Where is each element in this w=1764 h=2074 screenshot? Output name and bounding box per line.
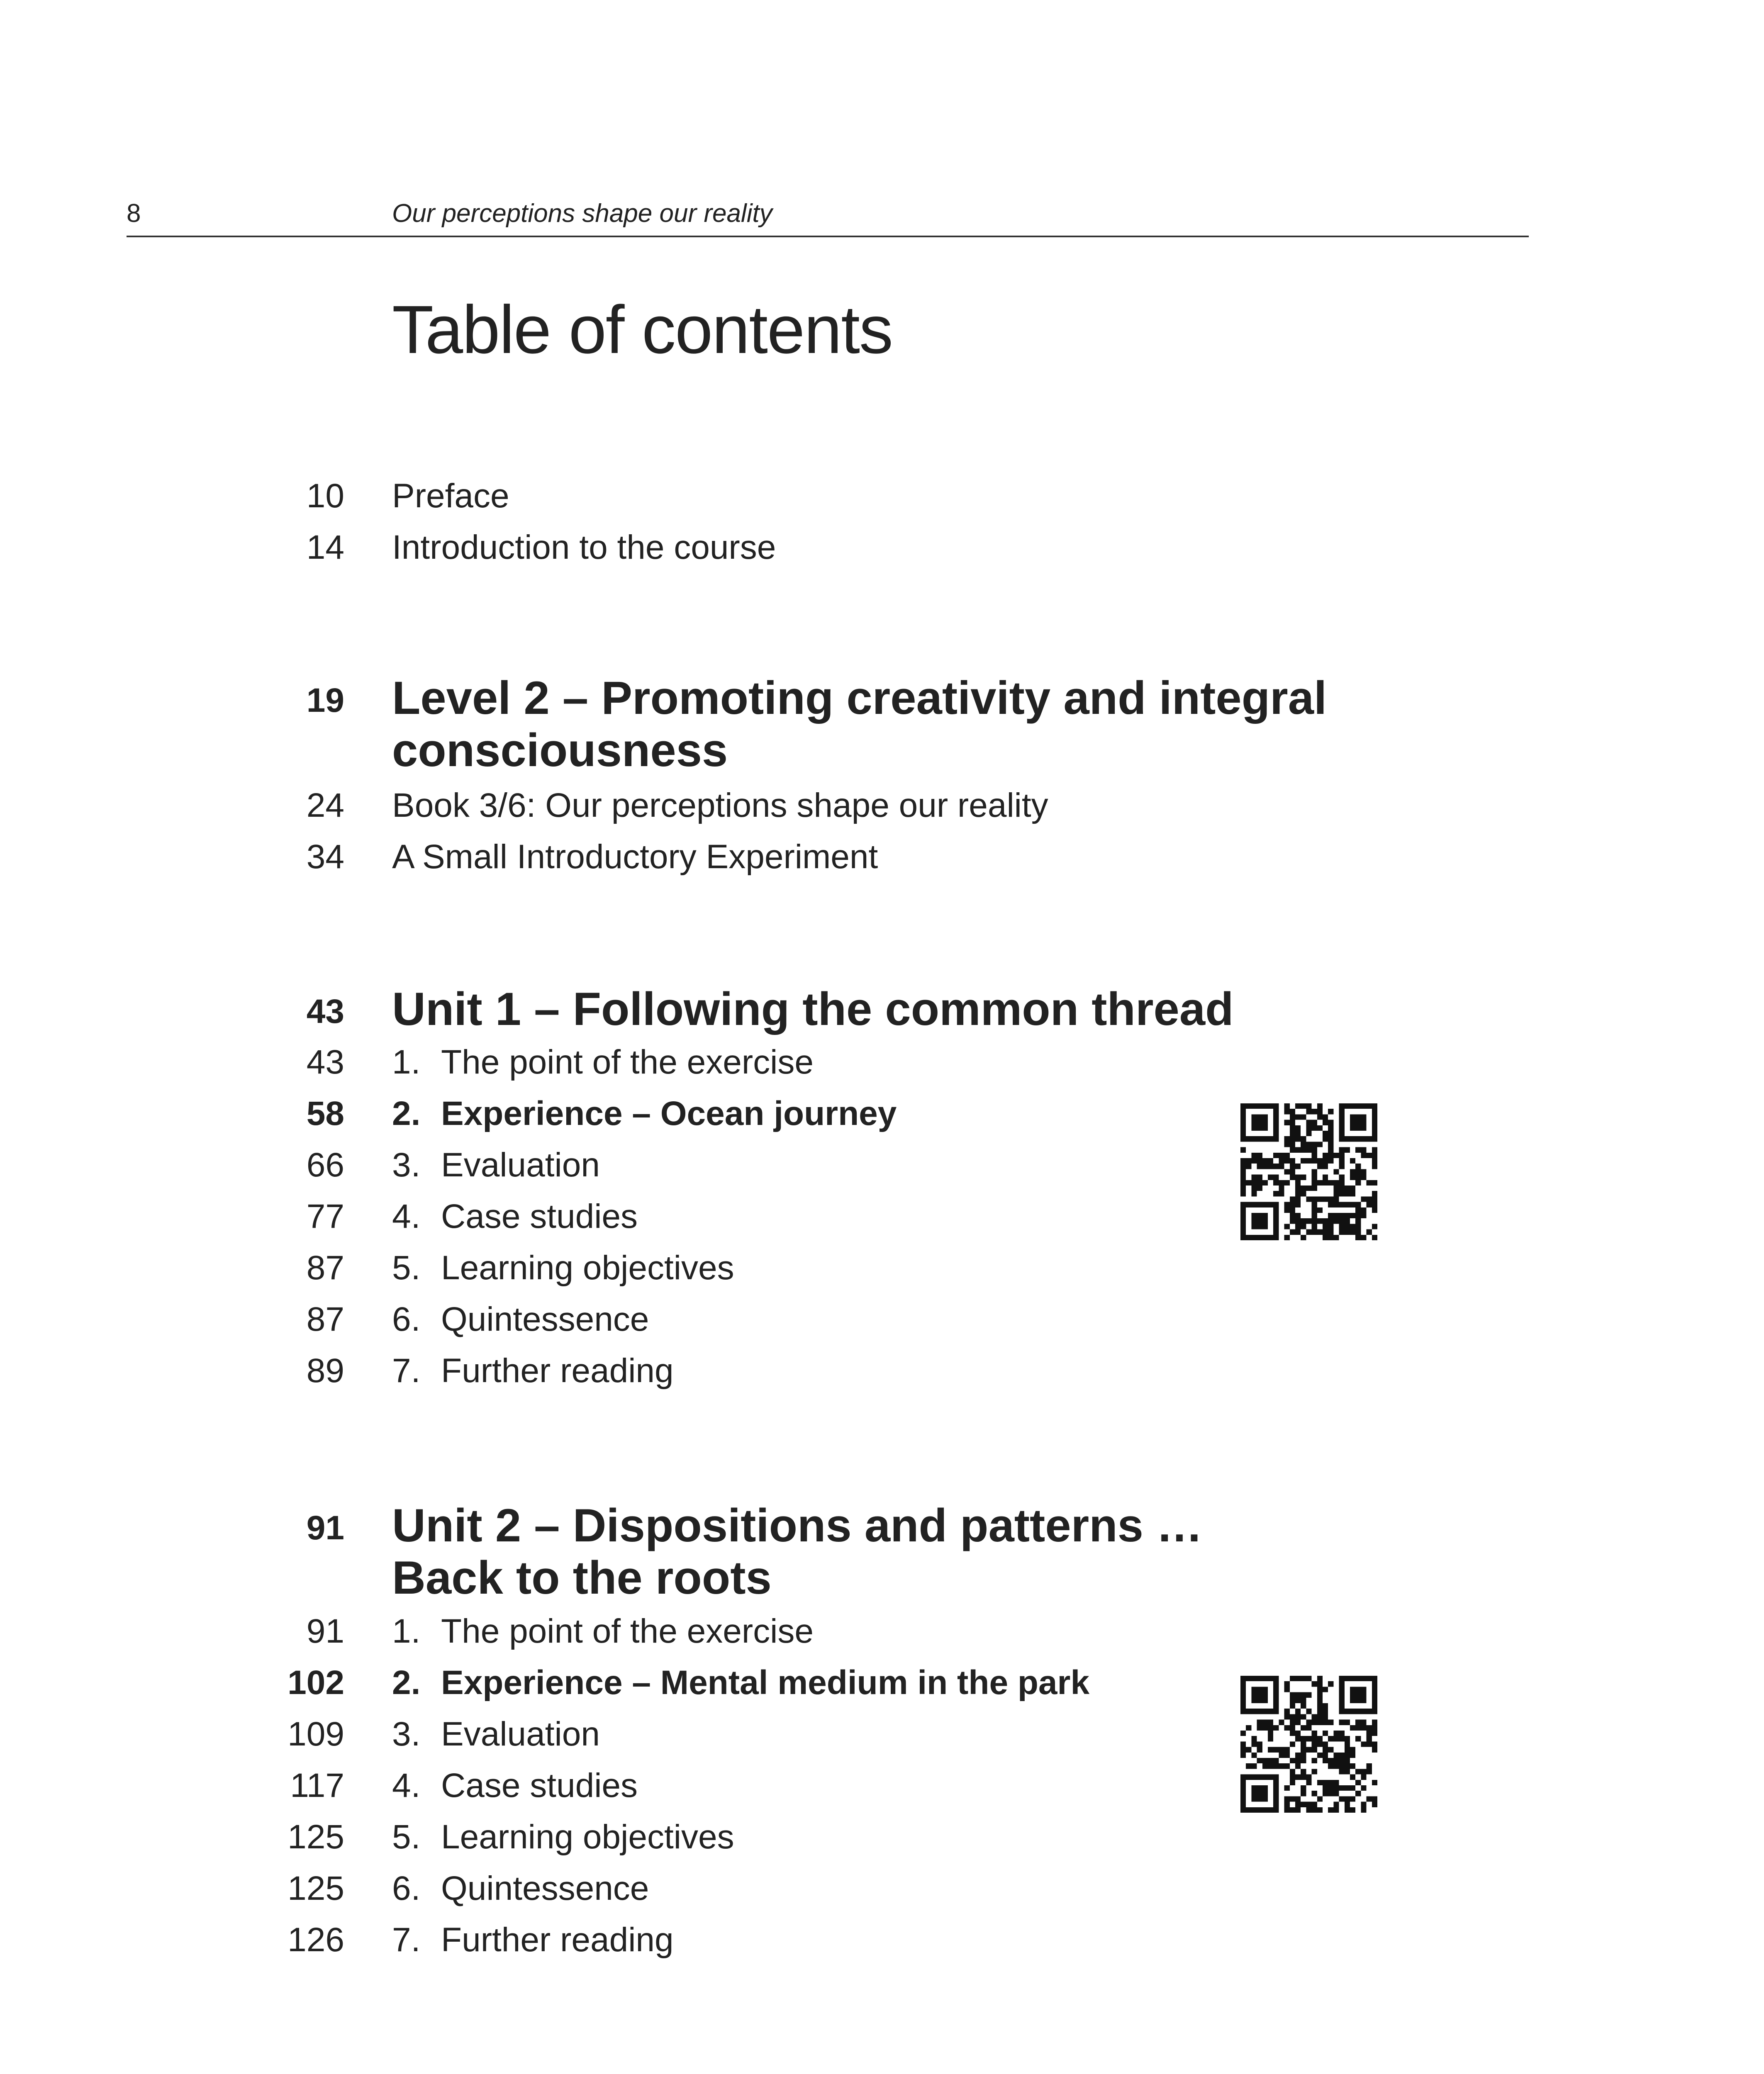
toc-item-index: 6. xyxy=(392,1300,421,1338)
toc-heading-unit-2[interactable] xyxy=(0,1500,1764,1607)
toc-item-text xyxy=(392,1294,649,1345)
toc-entry-text: Introduction to the course xyxy=(392,528,776,566)
toc-heading-text xyxy=(392,1500,1491,1604)
toc-entry-text: Book 3/6: Our perceptions shape our reality xyxy=(392,786,1048,824)
toc-page-number: 10 xyxy=(306,477,344,515)
toc-item-text xyxy=(392,1658,1089,1708)
toc-item[interactable] xyxy=(0,1037,1764,1088)
toc-item-label: Evaluation xyxy=(441,1146,600,1184)
toc-page-number: 14 xyxy=(306,528,344,566)
toc-page-number: 34 xyxy=(306,838,344,876)
toc-item-label: Evaluation xyxy=(441,1715,600,1753)
toc-item-text xyxy=(392,1191,638,1242)
running-head xyxy=(127,190,1529,236)
toc-item[interactable] xyxy=(0,1346,1764,1396)
toc-item-label: Case studies xyxy=(441,1198,638,1235)
toc-page-number: 91 xyxy=(306,1612,344,1650)
toc-item-index: 1. xyxy=(392,1043,421,1081)
toc-item-index: 4. xyxy=(392,1767,421,1804)
heading-line-1: Level 2 – Promoting creativity and integral xyxy=(392,672,1327,724)
toc-page-number: 126 xyxy=(288,1921,344,1959)
toc-item[interactable] xyxy=(0,1191,1764,1242)
toc-item-index: 6. xyxy=(392,1870,421,1907)
toc-entry-preface[interactable] xyxy=(0,471,1764,521)
toc-item-label: Learning objectives xyxy=(441,1818,734,1856)
toc-page-number: 43 xyxy=(306,993,344,1030)
toc-item-label: Experience – Ocean journey xyxy=(441,1095,897,1132)
toc-page-number: 19 xyxy=(306,682,344,719)
toc-item-index: 3. xyxy=(392,1715,421,1753)
toc-page-number: 24 xyxy=(306,786,344,824)
toc-item-text xyxy=(392,1140,600,1190)
toc-item-index: 2. xyxy=(392,1664,421,1702)
toc-entry-experiment[interactable] xyxy=(0,832,1764,882)
toc-heading-text: Unit 1 – Following the common thread xyxy=(392,983,1234,1035)
toc-item-label: Further reading xyxy=(441,1921,674,1959)
toc-item-text xyxy=(392,1346,674,1396)
toc-item[interactable] xyxy=(0,1863,1764,1914)
toc-page-number: 125 xyxy=(288,1818,344,1856)
toc-item-index: 4. xyxy=(392,1198,421,1235)
toc-item-text xyxy=(392,1088,897,1139)
toc-item-highlighted[interactable] xyxy=(0,1088,1764,1139)
toc-item-label: Experience – Mental medium in the park xyxy=(441,1664,1090,1702)
toc-page-number: 87 xyxy=(306,1300,344,1338)
toc-page-number: 109 xyxy=(288,1715,344,1753)
toc-item[interactable] xyxy=(0,1915,1764,1965)
toc-item[interactable] xyxy=(0,1606,1764,1657)
toc-item-index: 2. xyxy=(392,1095,421,1132)
toc-item-text xyxy=(392,1915,674,1965)
toc-item[interactable] xyxy=(0,1812,1764,1862)
toc-page-number: 91 xyxy=(306,1509,344,1547)
heading-line-1: Unit 2 – Dispositions and patterns … xyxy=(392,1500,1203,1551)
toc-item-text xyxy=(392,1243,734,1293)
toc-heading-unit-1[interactable] xyxy=(0,983,1764,1037)
toc-entry-text: A Small Introductory Experiment xyxy=(392,838,878,876)
qr-code-icon[interactable] xyxy=(1240,1103,1377,1240)
toc-item-index: 5. xyxy=(392,1818,421,1856)
heading-line-2: Back to the roots xyxy=(392,1552,772,1604)
toc-item-highlighted[interactable] xyxy=(0,1658,1764,1708)
toc-item-label: Case studies xyxy=(441,1767,638,1804)
toc-item-label: Further reading xyxy=(441,1352,674,1390)
page-number: 8 xyxy=(127,199,141,228)
toc-item[interactable] xyxy=(0,1140,1764,1190)
toc-page-number: 66 xyxy=(306,1146,344,1184)
toc-item[interactable] xyxy=(0,1243,1764,1293)
toc-item[interactable] xyxy=(0,1294,1764,1345)
toc-heading-level-2[interactable] xyxy=(0,672,1764,780)
toc-item-text xyxy=(392,1760,638,1811)
toc-item-index: 1. xyxy=(392,1612,421,1650)
toc-item-label: The point of the exercise xyxy=(441,1612,814,1650)
header-rule xyxy=(127,236,1529,237)
toc-page-number: 125 xyxy=(288,1870,344,1907)
toc-item[interactable] xyxy=(0,1709,1764,1760)
running-title: Our perceptions shape our reality xyxy=(392,199,772,228)
toc-item-index: 3. xyxy=(392,1146,421,1184)
toc-item-index: 7. xyxy=(392,1352,421,1390)
toc-entry-introduction[interactable] xyxy=(0,522,1764,573)
toc-item-text xyxy=(392,1863,649,1914)
toc-item-label: Learning objectives xyxy=(441,1249,734,1287)
toc-item-label: The point of the exercise xyxy=(441,1043,814,1081)
toc-heading-text xyxy=(392,672,1491,777)
toc-page-number: 58 xyxy=(306,1095,344,1132)
heading-line-2: consciousness xyxy=(392,724,728,776)
toc-page-number: 87 xyxy=(306,1249,344,1287)
toc-item-text xyxy=(392,1037,814,1088)
toc-entry-book[interactable] xyxy=(0,780,1764,831)
toc-item-label: Quintessence xyxy=(441,1870,649,1907)
toc-item-text xyxy=(392,1709,600,1760)
toc-entry-text: Preface xyxy=(392,477,509,515)
toc-item-text xyxy=(392,1606,814,1657)
toc-item-index: 5. xyxy=(392,1249,421,1287)
toc-item-text xyxy=(392,1812,734,1862)
toc-page-number: 77 xyxy=(306,1198,344,1235)
toc-page-number: 117 xyxy=(290,1767,344,1804)
toc-item[interactable] xyxy=(0,1760,1764,1811)
toc-item-label: Quintessence xyxy=(441,1300,649,1338)
toc-item-index: 7. xyxy=(392,1921,421,1959)
toc-page-number: 43 xyxy=(306,1043,344,1081)
qr-code-icon[interactable] xyxy=(1240,1676,1377,1813)
toc-page-number: 102 xyxy=(288,1664,344,1702)
toc-page-number: 89 xyxy=(306,1352,344,1390)
page-title: Table of contents xyxy=(392,292,892,368)
